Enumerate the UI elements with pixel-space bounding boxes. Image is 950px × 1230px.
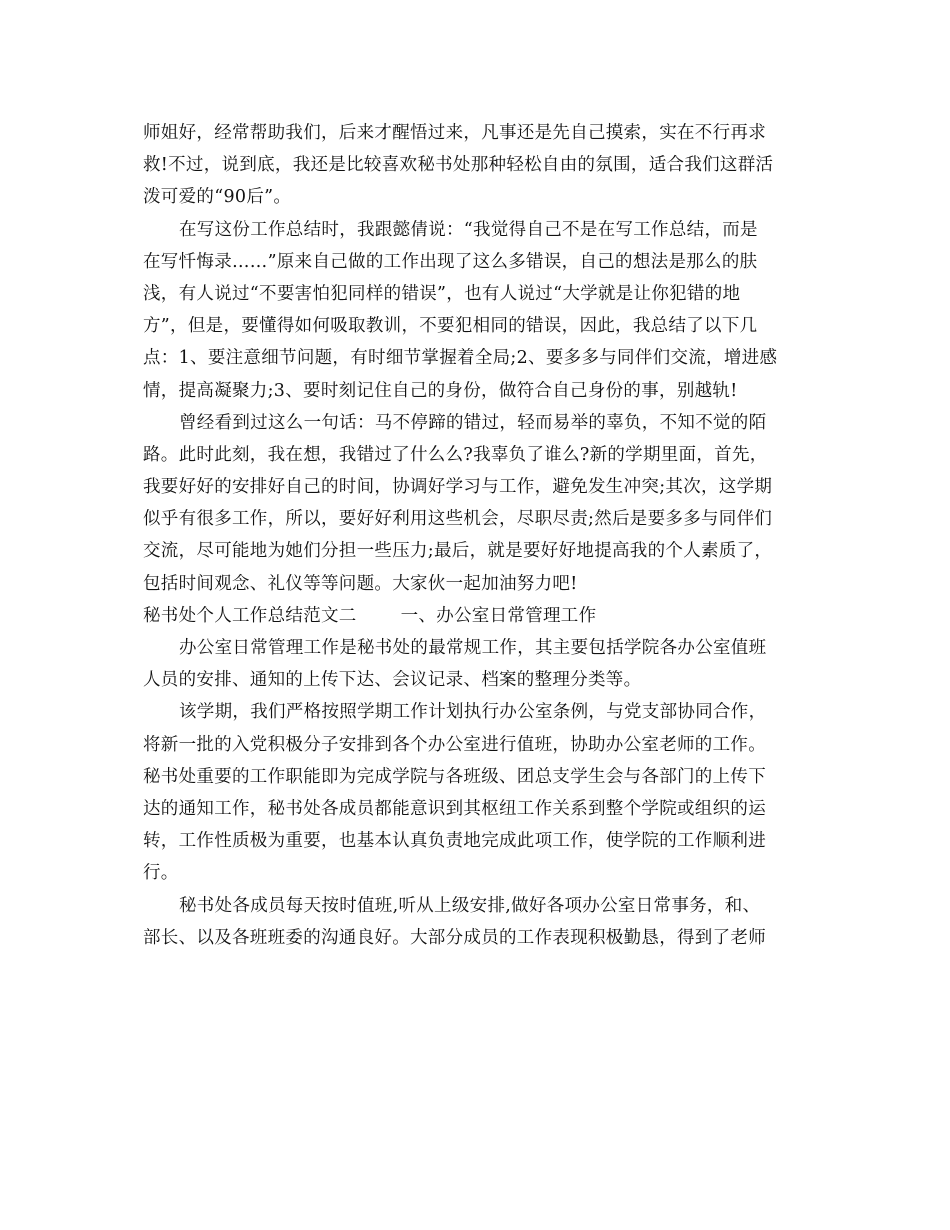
text-line: 泼可爱的“90后”。	[143, 187, 292, 208]
text-line: 方”，但是，要懂得如何吸取教训，不要犯相同的错误，因此，我总结了以下几	[143, 316, 758, 337]
text-line: 我要好好的安排好自己的时间，协调好学习与工作，避免发生冲突;其次，这学期	[143, 477, 773, 498]
text-line: 交流，尽可能地为她们分担一些压力;最后，就是要好好地提高我的个人素质了，	[143, 541, 773, 562]
text-line: 行。	[143, 863, 179, 884]
text-line: 该学期，我们严格按照学期工作计划执行办公室条例，与党支部协同合作，	[179, 702, 767, 723]
paragraph	[143, 214, 807, 407]
text-line: 秘书处各成员每天按时值班,听从上级安排,做好各项办公室日常事务，和、	[179, 895, 761, 916]
document-title: 秘书处个人工作总结范文二	[143, 605, 357, 626]
paragraph	[143, 117, 807, 214]
text-line: 秘书处重要的工作职能即为完成学院与各班级、团总支学生会与各部门的上传下	[143, 766, 766, 787]
text-line: 转，工作性质极为重要，也基本认真负责地完成此项工作，使学院的工作顺利进	[143, 831, 766, 852]
text-line: 救!不过，说到底，我还是比较喜欢秘书处那种轻松自由的氛围，适合我们这群活	[143, 155, 774, 176]
text-line: 在写这份工作总结时，我跟懿倩说：“我觉得自己不是在写工作总结，而是	[179, 219, 758, 240]
text-line: 情，提高凝聚力;3、要时刻记住自己的身份，做符合自己身份的事，别越轨!	[143, 380, 738, 401]
text-line: 在写忏悔录……”原来自己做的工作出现了这么多错误，自己的想法是那么的肤	[143, 251, 758, 272]
text-line: 曾经看到过这么一句话：马不停蹄的错过，轻而易举的辜负，不知不觉的陌	[179, 412, 767, 433]
section-heading	[143, 600, 807, 632]
text-line: 点：1、要注意细节问题，有时细节掌握着全局;2、要多多与同伴们交流，增进感	[143, 348, 778, 369]
text-line: 人员的安排、通知的上传下达、会议记录、档案的整理分类等。	[143, 670, 642, 691]
paragraph	[143, 696, 807, 889]
text-line: 办公室日常管理工作是秘书处的最常规工作，其主要包括学院各办公室值班	[179, 638, 767, 658]
paragraph	[143, 632, 807, 696]
document-body	[143, 117, 807, 954]
text-line: 部长、以及各班班委的沟通良好。大部分成员的工作表现积极勤恳，得到了老师	[143, 927, 766, 948]
text-line: 师姐好，经常帮助我们，后来才醒悟过来，凡事还是先自己摸索，实在不行再求	[143, 123, 766, 143]
paragraph	[143, 407, 807, 600]
text-line: 将新一批的入党积极分子安排到各个办公室进行值班，协助办公室老师的工作。	[143, 734, 766, 755]
text-line: 达的通知工作，秘书处各成员都能意识到其枢纽工作关系到整个学院或组织的运	[143, 798, 766, 819]
section-title: 一、办公室日常管理工作	[400, 605, 597, 626]
text-line: 路。此时此刻，我在想，我错过了什么么?我辜负了谁么?新的学期里面，首先，	[143, 444, 768, 465]
paragraph	[143, 890, 807, 954]
text-line: 浅，有人说过“不要害怕犯同样的错误”，也有人说过“大学就是让你犯错的地	[143, 283, 741, 304]
text-line: 包括时间观念、礼仪等等问题。大家伙一起加油努力吧!	[143, 573, 578, 594]
text-line: 似乎有很多工作，所以，要好好利用这些机会，尽职尽责;然后是要多多与同伴们	[143, 509, 773, 530]
